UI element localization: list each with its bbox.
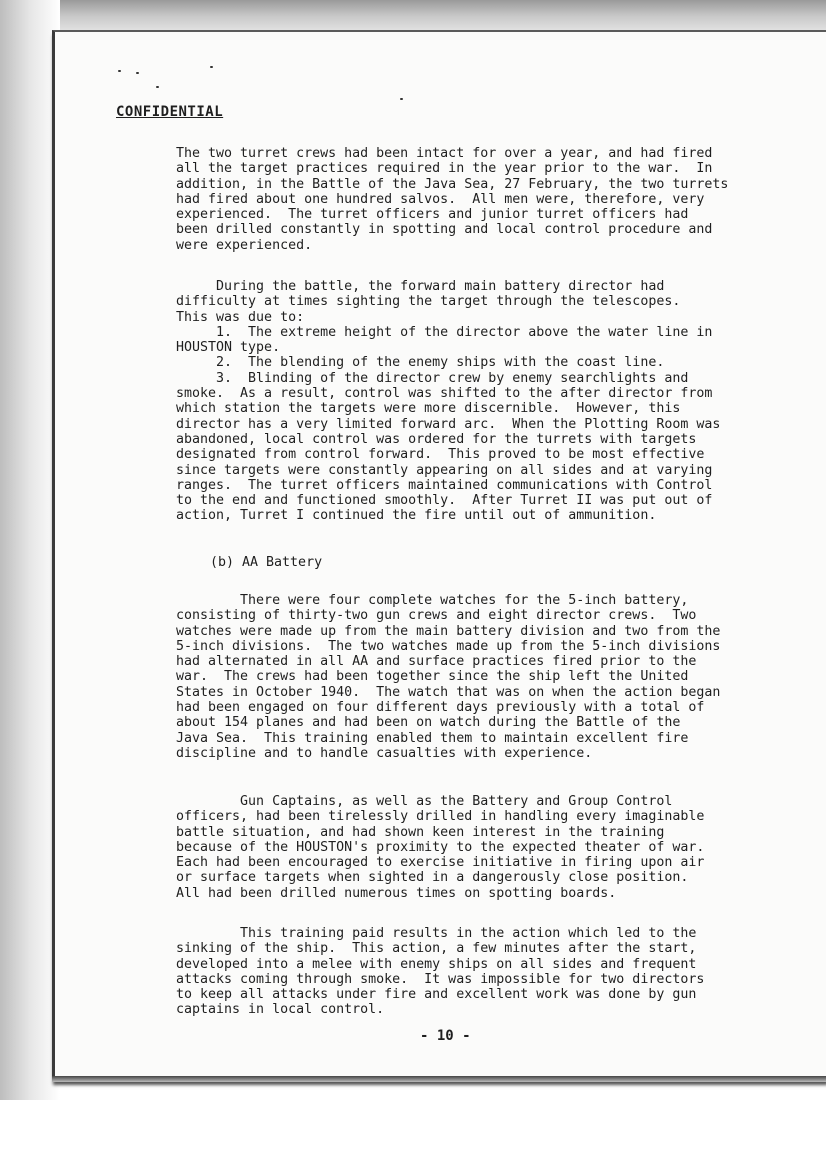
scan-speck (210, 66, 213, 68)
paragraph-turret-crews: The two turret crews had been intact for over a year, and had fired all the target practices required in the year prior to the war. In addition, in the Battle of the Java Sea, 27 February, the two turrets had fired about one hundred salvos. All men were, therefore, very experienced. The turret officers and junior turret officers had been drilled constantly in spotting and local control procedure and were experienced. (176, 146, 729, 253)
scan-speck (400, 98, 403, 100)
paragraph-watches: There were four complete watches for the 5-inch battery, consisting of thirty-two gun crews and eight director crews. Two watches were made up from the main battery division and two from the 5-inch divisions. The two watches made up from the 5-inch divisions had alternated in all AA and surface practices fired prior to the war. The crews had been together since the ship left the United States in October 1940. The watch that was on when the action began had been engaged on four different days previously with a total of about 154 planes and had been on watch during the Battle of the Java Sea. This training enabled them to maintain excellent fire discipline and to handle casualties with experience. (176, 593, 721, 761)
scan-speck (136, 72, 139, 74)
paragraph-director-difficulty: During the battle, the forward main battery director had difficulty at times sighting the target through the telescopes. This was due to: 1. The extreme height of the director above the water line in HOUSTON type. 2. The blending of the enemy ships with the coast line. 3. Blinding of the director crew by enemy searchlights and smoke. As a result, control was shifted to the after director from which station the targets were more discernible. However, this director has a very limited forward arc. When the Plotting Room was abandoned, local control was ordered for the turrets with targets designated from control forward. This proved to be most effective since targets were constantly appearing on all sides and at varying ranges. The turret officers maintained communications with Control to the end and functioned smoothly. After Turret II was put out of action, Turret I continued the fire until out of ammunition. (176, 279, 721, 524)
scan-speck (156, 86, 159, 88)
classification-marking: CONFIDENTIAL (116, 104, 224, 120)
section-heading-aa-battery: (b) AA Battery (210, 555, 323, 570)
page-bottom-edge (52, 1076, 826, 1082)
paragraph-training-results: This training paid results in the action which led to the sinking of the ship. This action, a few minutes after the start, developed into a melee with enemy ships on all sides and frequent attacks coming through smoke. It was impossible for two directors to keep all attacks under fire and excellent work was done by gun captains in local control. (176, 926, 705, 1018)
page-number: - 10 - (420, 1028, 471, 1044)
paragraph-gun-captains: Gun Captains, as well as the Battery and Group Control officers, had been tirelessly drilled in handling every imaginable battle situation, and had shown keen interest in the training because of the HOUSTON's proximity to the expected theater of war. Each had been encouraged to exercise initiative in firing upon air or surface targets when sighted in a dangerously close position. All had been drilled numerous times on spotting boards. (176, 794, 705, 901)
scan-speck (118, 70, 121, 72)
scan-shadow-left (0, 0, 60, 1100)
